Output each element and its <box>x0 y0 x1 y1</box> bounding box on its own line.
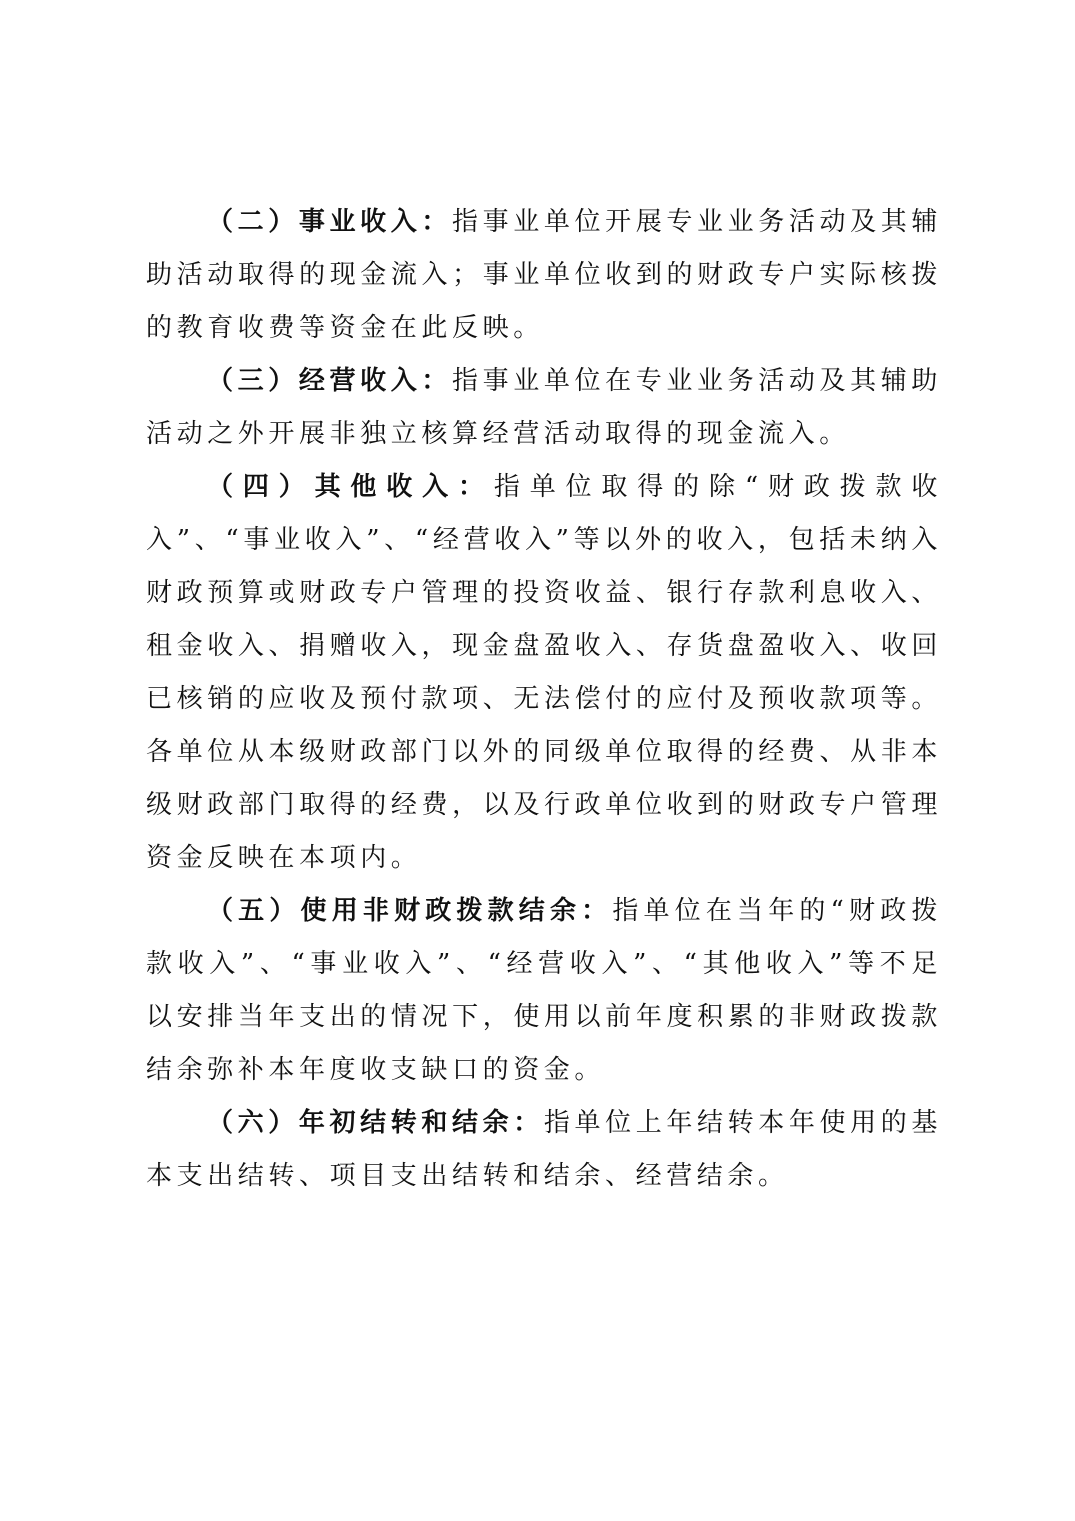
paragraph-heading: （二）事业收入： <box>207 207 453 237</box>
document-body <box>146 196 942 1203</box>
paragraph-text: 指单位上年结转本年使用的基本支出结转、项目支出结转和结余、经营结余。 <box>146 1108 942 1191</box>
paragraph-heading: （四）其他收入： <box>207 472 494 502</box>
paragraph-other-income <box>146 461 942 885</box>
paragraph-operating-income <box>146 355 942 461</box>
paragraph-non-fiscal-balance <box>146 885 942 1097</box>
paragraph-text: 指事业单位开展专业业务活动及其辅助活动取得的现金流入；事业单位收到的财政专户实际核拨的教育收费等资金在此反映。 <box>146 207 942 343</box>
paragraph-opening-carryover <box>146 1097 942 1203</box>
paragraph-business-income <box>146 196 942 355</box>
paragraph-text: 指事业单位在专业业务活动及其辅助活动之外开展非独立核算经营活动取得的现金流入。 <box>146 366 942 449</box>
paragraph-heading: （五）使用非财政拨款结余： <box>207 896 613 926</box>
paragraph-heading: （三）经营收入： <box>207 366 453 396</box>
paragraph-text: 指单位在当年的“财政拨款收入”、“事业收入”、“经营收入”、“其他收入”等不足以安排当年支出的情况下，使用以前年度积累的非财政拨款结余弥补本年度收支缺口的资金。 <box>146 896 942 1085</box>
paragraph-heading: （六）年初结转和结余： <box>207 1108 544 1138</box>
paragraph-text: 指单位取得的除“财政拨款收入”、“事业收入”、“经营收入”等以外的收入，包括未纳入财政预算或财政专户管理的投资收益、银行存款利息收入、租金收入、捐赠收入，现金盘盈收入、存货盘盈收入、收回已核销的应收及预付款项、无法偿付的应付及预收款项等。各单位从本级财政部门以外的同级单位取得的经费、从非本级财政部门取得的经费，以及行政单位收到的财政专户管理资金反映在本项内。 <box>146 472 942 873</box>
